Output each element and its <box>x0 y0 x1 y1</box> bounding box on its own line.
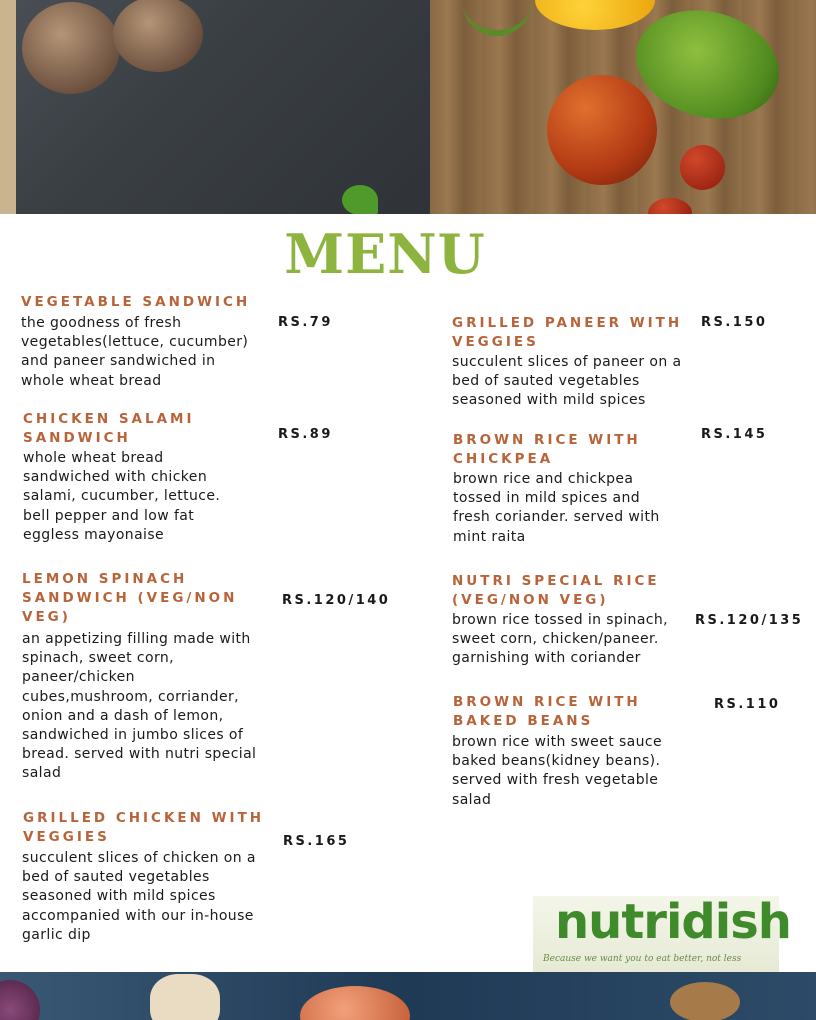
item-name: BROWN RICE WITH CHICKPEA <box>453 432 641 467</box>
herb-leaf-image <box>342 185 378 214</box>
cherry-tomato-image <box>680 145 725 190</box>
item-price: RS.79 <box>278 315 333 330</box>
item-name: LEMON SPINACH SANDWICH (VEG/NON VEG) <box>22 571 238 625</box>
brand-tagline: Because we want you to eat better, not less <box>543 954 742 964</box>
item-description: brown rice tossed in spinach, sweet corn, chicken/paneer. garnishing with coriander <box>452 612 669 667</box>
nutridish-logo <box>533 894 791 972</box>
item-price: RS.120/135 <box>695 613 804 628</box>
item-price: RS.120/140 <box>282 593 391 608</box>
item-price: RS.145 <box>701 427 768 442</box>
item-price: RS.165 <box>283 834 350 849</box>
item-description: the goodness of fresh vegetables(lettuce, cucumber) and paneer sandwiched in whole wheat bread <box>21 315 249 389</box>
item-description: an appetizing filling made with spinach, sweet corn, paneer/chicken cubes,mushroom, corriander, onion and a dash of lemon, sandwiched in jumbo slices of bread. served with nutri special salad <box>22 631 257 782</box>
footer-food-photo <box>0 972 816 1020</box>
item-name: GRILLED CHICKEN WITH VEGGIES <box>23 810 265 845</box>
item-name: NUTRI SPECIAL RICE (VEG/NON VEG) <box>452 573 660 608</box>
item-name: GRILLED PANEER WITH VEGGIES <box>452 315 683 350</box>
menu-title: MENU <box>284 222 486 286</box>
item-name: CHICKEN SALAMI SANDWICH <box>23 411 195 446</box>
item-name: VEGETABLE SANDWICH <box>21 294 251 310</box>
item-price: RS.89 <box>278 427 333 442</box>
bread-image <box>150 974 220 1020</box>
item-description: brown rice with sweet sauce baked beans(kidney beans). served with fresh vegetable salad <box>452 734 662 808</box>
item-description: succulent slices of chicken on a bed of sauted vegetables seasoned with mild spices accompanied with our in-house garlic dip <box>22 850 256 943</box>
item-price: RS.110 <box>714 697 781 712</box>
brand-name: nutridish <box>555 894 791 950</box>
mushroom-image <box>22 2 120 94</box>
item-price: RS.150 <box>701 315 768 330</box>
tomato-image <box>547 75 657 185</box>
item-description: brown rice and chickpea tossed in mild spices and fresh coriander. served with mint raita <box>453 471 660 545</box>
header-food-photo <box>0 0 816 214</box>
item-description: whole wheat bread sandwiched with chicken salami, cucumber, lettuce. bell pepper and low fat eggless mayonaise <box>23 450 221 543</box>
spoon-image <box>670 982 740 1020</box>
item-description: succulent slices of paneer on a bed of sauted vegetables seasoned with mild spices <box>452 354 682 409</box>
item-name: BROWN RICE WITH BAKED BEANS <box>453 694 641 729</box>
board-edge <box>0 0 16 214</box>
